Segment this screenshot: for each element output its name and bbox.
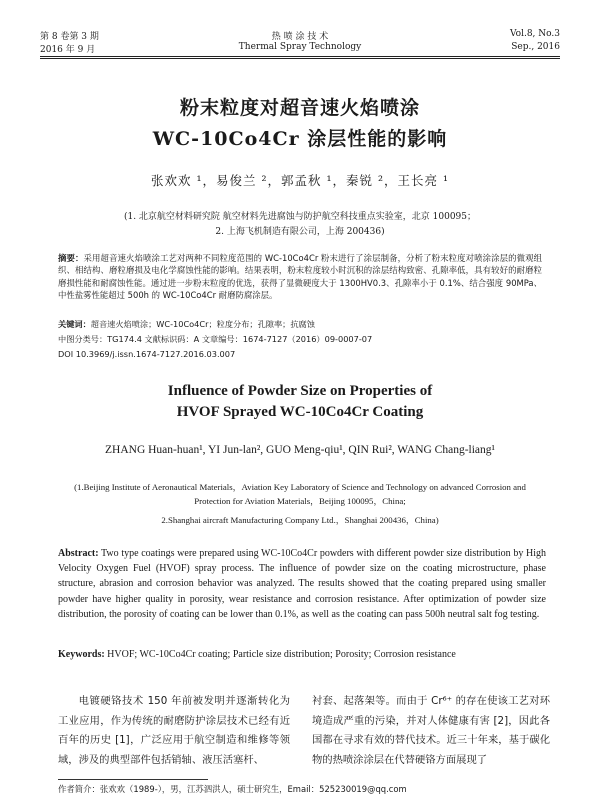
journal-name-en: Thermal Spray Technology (238, 42, 362, 52)
title-cn-line2: WC-10Co4Cr 涂层性能的影响 (152, 128, 448, 150)
abstract-cn-label: 摘要： (58, 253, 84, 263)
body-right-column: 衬套、起落架等。而由于 Cr⁶⁺ 的存在使该工艺对环境造成严重的污染，并对人体健康有害 [2]，因此各国都在寻求有效的替代技术。近三十年来，基于碳化物的热喷涂涂层在代替硬铬方面展现了 (312, 695, 550, 766)
affiliation-cn-line2: 2. 上海飞机制造有限公司，上海 200436) (215, 227, 385, 237)
keywords-en (58, 649, 546, 660)
abstract-en-text: Two type coatings were prepared using WC-10Co4Cr powders with different powder size distribution by High Velocity Oxygen Fuel (HVOF) spray process. The influence of powder size on the coating microstructure, phase structure, abrasion and corrosion behavior was analyzed. The results showed that the coating prepared using smaller powder have higher quality in porosity, wear resistance and corrosion resistance. After optimization of powder size distribution, the porosity of coating can be lower than 0.1%, as well as the coating can pass 500h neutral salt fog testing. (58, 548, 546, 620)
title-en-line2: HVOF Sprayed WC-10Co4Cr Coating (176, 404, 424, 420)
affiliation-cn-line1: (1. 北京航空材料研究院 航空材料先进腐蚀与防护航空科技重点实验室，北京 100095； (123, 212, 477, 222)
keywords-en-text: HVOF; WC-10Co4Cr coating; Particle size distribution; Porosity; Corrosion resistance (104, 649, 456, 660)
title-en-line1: Influence of Powder Size on Properties of (167, 383, 433, 399)
title-cn-line1: 粉末粒度对超音速火焰喷涂 (179, 97, 420, 119)
footnote-rule (58, 779, 208, 780)
authors-cn: 张欢欢 ¹，易俊兰 ²，郭孟秋 ¹，秦锐 ²，王长亮 ¹ (151, 173, 449, 188)
classification-line: 中图分类号：TG174.4 文献标识码：A 文章编号：1674-7127（2016）09-0007-07 (58, 334, 373, 344)
authors-en: ZHANG Huan-huan¹, YI Jun-lan², GUO Meng-qiu¹, QIN Rui², WANG Chang-liang¹ (105, 444, 495, 456)
author-footnote: 作者简介：张欢欢（1989-），男，江苏泗洪人，硕士研究生，Email：525230019@qq.com (58, 784, 407, 794)
header-rule-top (40, 56, 560, 57)
journal-volume-cn: 第 8 卷第 3 期 (40, 32, 99, 42)
header-rule-bottom (40, 58, 560, 59)
abstract-cn-text: 采用超音速火焰喷涂工艺对两种不同粒度范围的 WC-10Co4Cr 粉末进行了涂层制备，分析了粉末粒度对喷涂涂层的微观组织、相结构、磨粒磨损及电化学腐蚀性能的影响。结果表明，粉末粒度较小时沉积的涂层结构致密、孔隙率低，具有较好的耐磨粒磨损性能和耐腐蚀性能。通过进一步粉末粒度的优选，获得了显微硬度大于 1300HV0.3、孔隙率小于 0.1%、结合强度 90MPa、中性盐雾性能超过 500h 的 WC-10Co4Cr 耐磨防腐涂层。 (58, 253, 542, 300)
doi-line: DOI 10.3969/j.issn.1674-7127.2016.03.007 (58, 349, 236, 359)
keywords-cn-text: 超音速火焰喷涂；WC-10Co4Cr；粒度分布；孔隙率；抗腐蚀 (90, 319, 315, 329)
journal-name-cn: 热 喷 涂 技 术 (271, 32, 329, 42)
keywords-en-label: Keywords: (58, 649, 105, 660)
affiliation-en-line2: Protection for Aviation Materials，Beijing 100095，China; (194, 496, 406, 506)
affiliation-en-line3: 2.Shanghai aircraft Manufacturing Company Ltd.，Shanghai 200436，China) (161, 515, 439, 525)
journal-date-en: Sep., 2016 (511, 42, 560, 52)
abstract-cn (58, 252, 542, 301)
journal-volume-en: Vol.8, No.3 (509, 29, 560, 39)
affiliation-en-line1: (1.Beijing Institute of Aeronautical Materials，Aviation Key Laboratory of Science and Technology on advanced Corrosion and (74, 482, 526, 492)
abstract-en-label: Abstract: (58, 548, 99, 559)
body-left-column: 电镀硬铬技术 150 年前被发明并逐渐转化为工业应用，作为传统的耐磨防护涂层技术已经有近百年的历史 [1]，广泛应用于航空制造和维修等领域，涉及的典型部件包括销轴、液压活塞杆、 (58, 695, 290, 766)
keywords-cn-label: 关键词： (58, 319, 91, 329)
journal-date-cn: 2016 年 9 月 (40, 45, 96, 55)
abstract-en (58, 546, 546, 622)
keywords-cn (58, 319, 548, 330)
